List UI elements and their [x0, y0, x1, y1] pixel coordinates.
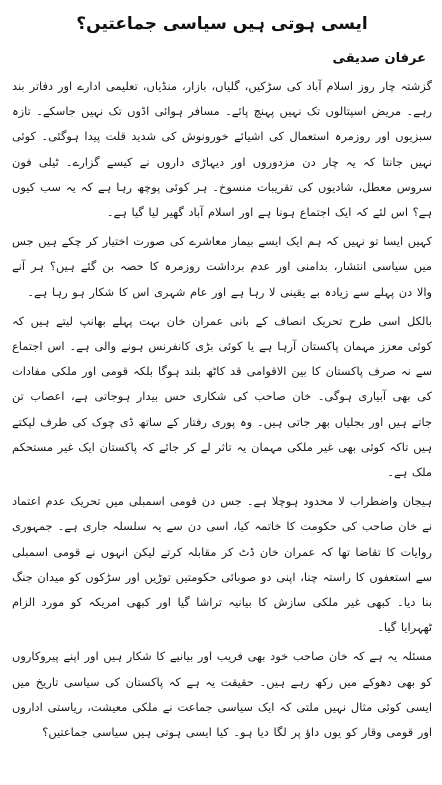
column-body	[12, 74, 432, 745]
author-name: عرفان صدیقی	[332, 51, 426, 66]
paragraph-2: کہیں ایسا تو نہیں کہ ہم ایک ایسے بیمار معاشرے کی صورت اختیار کر چکے ہیں جس میں سیاسی انتشار، بدامنی اور عدم برداشت روزمرہ کا حصہ بن گئے ہیں؟ ہر آنے والا دن پہلے سے زیادہ بے یقینی لا رہا ہے اور عام شہری اس کا شکار ہو رہا ہے۔	[12, 234, 432, 299]
column-title: ایسی ہوتی ہیں سیاسی جماعتیں؟	[76, 14, 368, 34]
paragraph-1: گزشتہ چار روز اسلام آباد کی سڑکیں، گلیاں، بازار، منڈیاں، تعلیمی ادارے اور دفاتر بند رہے۔ مریض اسپتالوں تک نہیں پہنچ پائے۔ مسافر ہوائی اڈوں تک نہیں جاسکے۔ تازہ سبزیوں اور روزمرہ استعمال کی اشیائے خورونوش کی شدید قلت پیدا ہوگئی۔ کوئی نہیں جانتا کہ یہ چار دن مزدوروں اور دیہاڑی داروں نے کیسے گزارے۔ ٹیلی فون سروس معطل، شادیوں کی تقریبات منسوخ۔ ہر کوئی پوچھ رہا ہے کہ یہ سب کیوں ہے؟ اس لئے کہ ایک اجتماع ہونا ہے اور اسلام آباد گھیر لیا گیا ہے۔	[12, 79, 432, 220]
paragraph-4: ہیجان واضطراب لا محدود ہوچلا ہے۔ جس دن قومی اسمبلی میں تحریک عدم اعتماد نے خان صاحب کی حکومت کا خاتمہ کیا، اسی دن سے یہ سلسلہ جاری ہے۔ جمہوری روایات کا تقاضا تھا کہ عمران خان ڈٹ کر مقابلہ کرتے لیکن انہوں نے قومی اسمبلی سے استعفوں کا راستہ چنا، اپنی دو صوبائی حکومتیں توڑیں اور سڑکوں کو میدان جنگ بنا دیا۔ کبھی غیر ملکی سازش کا بیانیہ تراشا گیا اور کبھی امریکہ کو مورد الزام ٹھہرایا گیا۔	[12, 494, 432, 635]
paragraph-3: بالکل اسی طرح تحریک انصاف کے بانی عمران خان بہت پہلے بھانپ لیتے ہیں کہ کوئی معزز مہمان پاکستان آرہا ہے یا کوئی بڑی کانفرنس ہونے والی ہے۔ اس اجتماع سے نہ صرف پاکستان کا بین الاقوامی قد کاٹھ بلند ہوگا بلکہ قومی اور ملکی مفادات کی بھی آبیاری ہوگی۔ خان صاحب کی شکاری حس بیدار ہوجاتی ہے، اعصاب تن جاتے ہیں اور بجلیاں بھر جاتی ہیں۔ وہ پوری رفتار کے ساتھ ڈی چوک کی طرف لپکتے ہیں تاکہ کوئی بھی غیر ملکی مہمان یہ تاثر لے کر جائے کہ پاکستان ایک غیر مستحکم ملک ہے۔	[12, 313, 432, 480]
paragraph-5: مسئلہ یہ ہے کہ خان صاحب خود بھی فریب اور بیانیے کا شکار ہیں اور اپنے پیروکاروں کو بھی دھوکے میں رکھ رہے ہیں۔ حقیقت یہ ہے کہ پاکستان کی سیاسی تاریخ میں ایسی کوئی مثال نہیں ملتی کہ ایک سیاسی جماعت نے ملکی معیشت، ریاستی اداروں اور قومی وقار کو یوں داؤ پر لگا دیا ہو۔ کیا ایسی ہوتی ہیں سیاسی جماعتیں؟	[12, 649, 432, 740]
